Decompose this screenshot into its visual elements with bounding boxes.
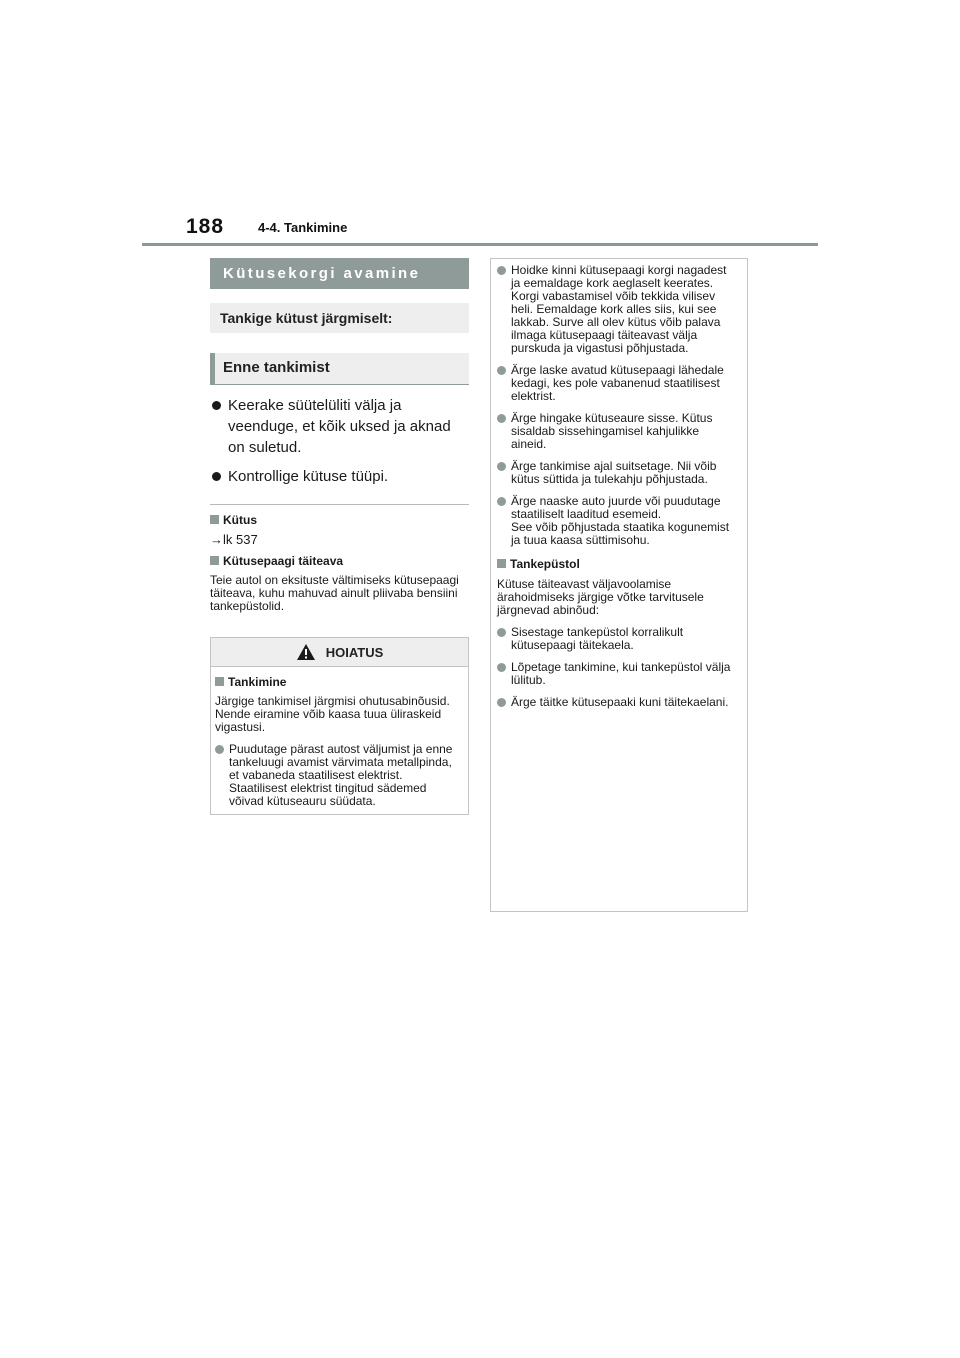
warning-title: Tankimine bbox=[215, 675, 458, 690]
warning-box bbox=[210, 637, 469, 815]
square-bullet-icon bbox=[215, 677, 224, 686]
nozzle-item: Sisestage tankepüstol korralikult kütusepaagi täitekaela. bbox=[497, 626, 737, 652]
bullet-icon bbox=[497, 462, 506, 471]
left-column bbox=[210, 258, 469, 815]
note-title-fuel: Kütus bbox=[210, 513, 469, 528]
nozzle-item: Lõpetage tankimine, kui tankepüstol välja lülitub. bbox=[497, 661, 737, 687]
instruction-subhead: Tankige kütust järgmiselt: bbox=[210, 303, 469, 333]
section-banner: Kütusekorgi avamine bbox=[210, 258, 469, 289]
bullet-icon bbox=[497, 663, 506, 672]
nozzle-intro: Kütuse täiteavast väljavoolamise ärahoidmiseks järgige võtke tarvitusele järgnevad abinõud: bbox=[497, 577, 704, 617]
section-label: 4-4. Tankimine bbox=[258, 220, 348, 235]
bullet-icon bbox=[212, 472, 221, 481]
warning-item: Ärge hingake kütuseaure sisse. Kütus sisaldab sissehingamisel kahjulikke aineid. bbox=[497, 412, 737, 451]
nozzle-item: Ärge täitke kütusepaaki kuni täitekaelani. bbox=[497, 696, 737, 709]
warning-header: HOIATUS bbox=[211, 638, 468, 667]
nozzle-title: Tankepüstol bbox=[497, 557, 737, 572]
note-title-filler: Kütusepaagi täiteava bbox=[210, 554, 469, 569]
bullet-icon bbox=[212, 401, 221, 410]
divider bbox=[210, 504, 469, 505]
header-rule bbox=[142, 243, 818, 246]
warning-triangle-icon bbox=[296, 643, 316, 661]
page-number: 188 bbox=[186, 215, 225, 238]
warning-item: Hoidke kinni kütusepaagi korgi nagadest ja eemaldage kork aeglaselt keerates. Korgi vabastamisel võib tekkida vilisev heli. Eemaldage kork alles siis, kui see lakkab. Surve all olev kütus võib palava ilmaga kütusepaagi täiteavast välja purskuda ja vigastusi põhjustada. bbox=[497, 264, 737, 355]
warning-continuation-box bbox=[490, 258, 748, 912]
note-text-filler: Teie autol on eksituste vältimiseks kütusepaagi täiteava, kuhu mahuvad ainult pliivaba bensiini tankepüstolid. bbox=[210, 573, 459, 613]
bullet-icon bbox=[497, 266, 506, 275]
bullet-icon bbox=[497, 414, 506, 423]
bullet-icon bbox=[497, 628, 506, 637]
bullet-icon bbox=[497, 497, 506, 506]
warning-item: Ärge tankimise ajal suitsetage. Nii võib kütus süttida ja tulekahju põhjustada. bbox=[497, 460, 737, 486]
step-item: Keerake süütelüliti välja ja veenduge, et kõik uksed ja aknad on suletud. bbox=[210, 395, 469, 458]
square-bullet-icon bbox=[210, 515, 219, 524]
square-bullet-icon bbox=[497, 559, 506, 568]
bullet-icon bbox=[497, 698, 506, 707]
before-refuel-heading: Enne tankimist bbox=[210, 353, 469, 385]
step-list bbox=[210, 395, 469, 487]
bullet-icon bbox=[497, 366, 506, 375]
warning-item: Ärge laske avatud kütusepaagi lähedale kedagi, kes pole vabanenud staatilisest elektrist. bbox=[497, 364, 737, 403]
warning-item: Puudutage pärast autost väljumist ja enne tankeluugi avamist värvimata metallpinda, et vabaneda staatilisest elektrist. Staatilisest elektrist tingitud sädemed võivad kütuseauru süüdata. bbox=[215, 743, 458, 808]
square-bullet-icon bbox=[210, 556, 219, 565]
warning-intro: Järgige tankimisel järgmisi ohutusabinõusid. Nende eiramine võib kaasa tuua üliraskeid vigastusi. bbox=[215, 694, 450, 734]
bullet-icon bbox=[215, 745, 224, 754]
step-item: Kontrollige kütuse tüüpi. bbox=[210, 466, 469, 487]
warning-item: Ärge naaske auto juurde või puudutage staatiliselt laaditud esemeid. See võib põhjustada staatika kogunemist ja tuua kaasa süttimisohu. bbox=[497, 495, 737, 547]
note-text-fuel: →lk 537 bbox=[210, 532, 258, 547]
